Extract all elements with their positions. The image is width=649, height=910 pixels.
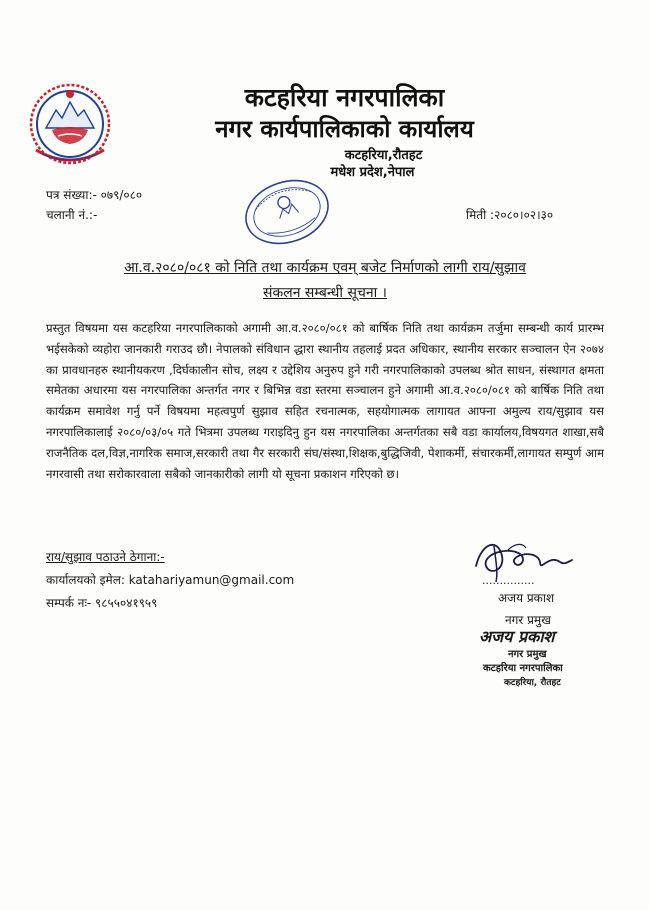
notice-subject-line-2: संकलन सम्बन्धी सूचना ।	[262, 285, 387, 301]
office-province: मधेश प्रदेश,नेपाल	[330, 165, 415, 180]
seal-place: कटहरिया, रौतहट	[504, 678, 561, 688]
contact-email: कार्यालयको इमेल: katahariyamun@gmail.com	[46, 573, 295, 587]
contact-heading: राय/सुझाव पठाउने ठेगाना:-	[46, 550, 165, 564]
signatory-name: अजय प्रकाश	[498, 591, 555, 605]
letter-number: पत्र संख्या:- ०७९/०८०	[46, 188, 143, 202]
notice-body: प्रस्तुत विषयमा यस कटहरिया नगरपालिकाको अगामी आ.व.२०८०/०८१ को बार्षिक निति तथा कार्यक्रम तर्जुमा सम्बन्धी कार्य प्रारम्भ भईसकेको व्यहोरा जानकारी गराउद छौ। नेपालको संविधान द्धारा स्थानीय तहलाई प्रदत अधिकार, स्थानीय सरकार सञ्चालन ऐन २०७४ का प्रावधानहरु स्थानीयकरण ,दिर्घकालीन सोच, लक्ष्य र उद्देशिय अनुरुप हुने गरी नगरपालिकाको उपलब्ध श्रोत साधन, संस्थागत क्षमता समेतका अधारमा यस नगरपालिका अन्तर्गत नगर र बिभिन्न वडा स्तरमा सञ्चालन हुने अगामी आ.व.२०८०/०८१ को बार्षिक निति तथा कार्यक्रम समावेश गर्नु पर्ने विषयमा महत्वपुर्ण सुझाव सहित रचनात्मक, सहयोगात्मक लागायत आफ्ना अमुल्य राय/सुझाव यस नगरपालिकालाई २०८०/०३/०५ गते भित्रमा उपलब्ध गराइदिनु हुन यस नगरपालिका अन्तर्गतका सबै वडा कार्यालय,विषयगत शाखा,सबै राजनैतिक दल,विज्ञ,नागरिक समाज,सरकारी तथा गैर सरकारी संघ/संस्था,शिक्षक,बुद्धिजिवी, पेशाकर्मी, संचारकर्मी,लागायत सम्पुर्ण आम नगरवासी तथा सरोकारवाला सबैको जानकारीको लागी यो सूचना प्रकाशन गरिएको छ।	[46, 321, 604, 481]
letter-date: मिती :२०८०।०२।३०	[466, 208, 554, 222]
signature-line: ...............	[482, 574, 535, 587]
dispatch-number: चलानी नं.:-	[46, 208, 98, 222]
contact-phone: सम्पर्क नः- ९८५५०४१९५९	[46, 596, 158, 610]
notice-subject-line-1: आ.व.२०८०/०८१ को निति तथा कार्यक्रम एवम् बजेट निर्माणको लागी राय/सुझाव	[124, 260, 526, 276]
office-address: कटहरिया,रौतहट	[344, 148, 423, 163]
signatory-title: नगर प्रमुख	[505, 613, 551, 627]
seal-name: अजय प्रकाश	[479, 627, 555, 646]
seal-office: कटहरिया नगरपालिका	[483, 663, 563, 674]
office-name: नगर कार्यपालिकाको कार्यालय	[215, 115, 474, 143]
seal-title: नगर प्रमुख	[508, 649, 547, 660]
office-stamp	[238, 172, 336, 252]
municipality-name: कटहरिया नगरपालिका	[244, 83, 445, 112]
